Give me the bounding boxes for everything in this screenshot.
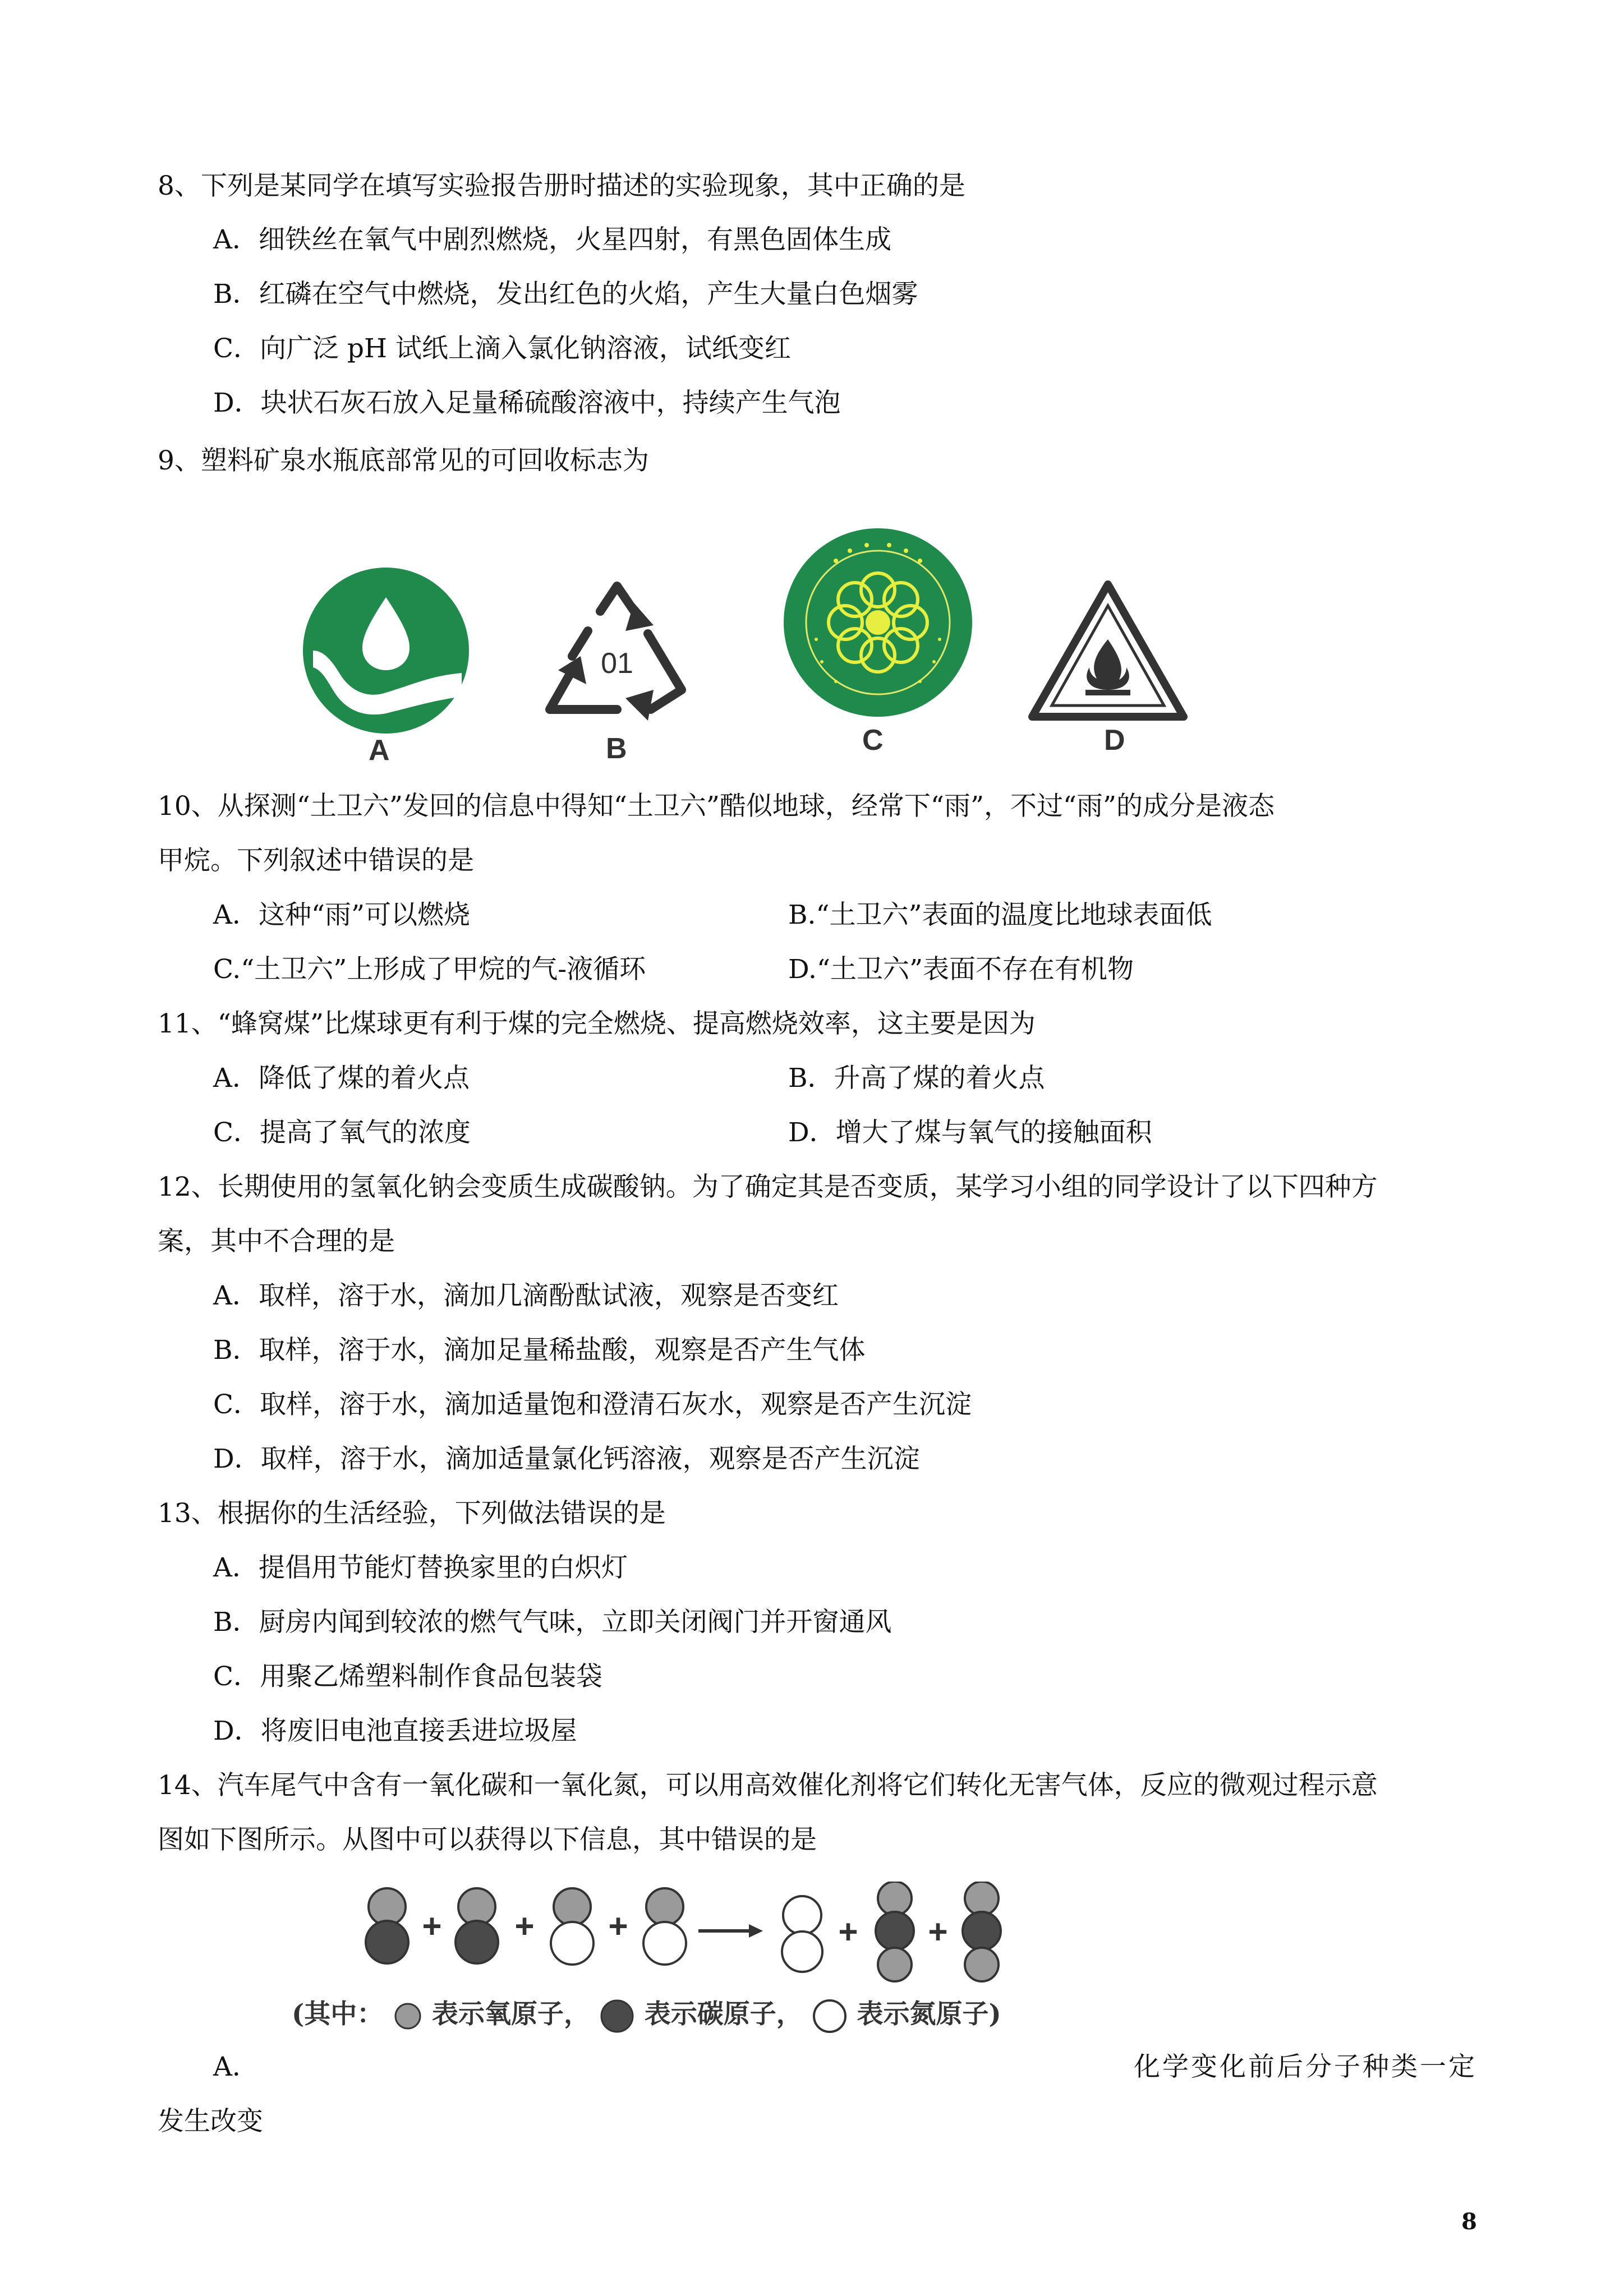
n2-molecule [782,1896,822,1972]
svg-text:+: + [422,1907,442,1945]
q14-option-a-continuation: 发生改变 [158,2106,263,2137]
q10-stem-line2: 甲烷。下列叙述中错误的是 [158,845,474,876]
co2-molecule-2 [963,1882,1001,1981]
q9-caption-d: D [1104,724,1125,757]
q8-option-d: D．块状石灰石放入足量稀硫酸溶液中，持续产生气泡 [213,388,841,418]
svg-text:+: + [514,1907,535,1945]
q8-option-b: B．红磷在空气中燃烧，发出红色的火焰，产生大量白色烟雾 [213,279,918,310]
q9-caption-b: B [606,732,627,765]
q8-option-a: A．细铁丝在氧气中剧烈燃烧，火星四射，有黑色固体生成 [213,224,891,255]
recycle-triangle-icon [533,578,701,729]
q9-caption-a: A [369,734,390,767]
q14-stem-line1: 14、汽车尾气中含有一氧化碳和一氧化氮，可以用高效催化剂将它们转化无害气体，反应的微观过程示意 [158,1770,1378,1801]
q10-option-c: C.“土卫六”上形成了甲烷的气-液循环 [213,954,646,985]
q13-option-a: A．提倡用节能灯替换家里的白炽灯 [213,1552,628,1583]
q14-option-a-text: 化学变化前后分子种类一定 [1134,2051,1477,2082]
q13-option-b: B．厨房内闻到较浓的燃气气味，立即关闭阀门并开窗通风 [213,1607,892,1638]
q14-option-a-label: A． [213,2051,259,2082]
no-molecule-1 [551,1888,594,1965]
q10-stem-line1: 10、从探测“土卫六”发回的信息中得知“土卫六”酷似地球，经常下“雨”，不过“雨”的成分是液态 [158,791,1275,822]
q10-option-a: A．这种“雨”可以燃烧 [213,900,470,930]
q11-stem: 11、“蜂窝煤”比煤球更有利于煤的完全燃烧、提高燃烧效率，这主要是因为 [158,1008,1036,1039]
q10-option-d: D.“土卫六”表面不存在有机物 [788,954,1134,985]
q12-stem-line1: 12、长期使用的氢氧化钠会变质生成碳酸钠。为了确定其是否变质，某学习小组的同学设计了以下四种方 [158,1172,1378,1202]
q12-stem-line2: 案，其中不合理的是 [158,1226,395,1257]
no-molecule-2 [643,1888,686,1965]
svg-text:+: + [928,1913,948,1951]
carbon-atom-icon [599,1998,635,2034]
q10-option-b: B.“土卫六”表面的温度比地球表面低 [788,900,1212,930]
q11-option-d: D．增大了煤与氧气的接触面积 [788,1117,1152,1148]
q9-caption-c: C [862,724,884,757]
q11-option-c: C．提高了氧气的浓度 [213,1117,471,1148]
q13-option-d: D．将废旧电池直接丢进垃圾屋 [213,1716,577,1746]
q12-option-c: C．取样，溶于水，滴加适量饱和澄清石灰水，观察是否产生沉淀 [213,1389,972,1420]
q13-option-c: C．用聚乙烯塑料制作食品包装袋 [213,1661,602,1692]
q14-stem-line2: 图如下图所示。从图中可以获得以下信息，其中错误的是 [158,1824,817,1855]
legend-oxygen: 表示氧原子， [432,1999,590,2030]
q12-option-b: B．取样，溶于水，滴加足量稀盐酸，观察是否产生气体 [213,1335,866,1366]
reaction-legend [292,1998,1001,2034]
flammable-warning-icon [1027,578,1189,723]
co-molecule-2 [456,1888,498,1963]
oxygen-atom-icon [393,2001,423,2031]
nitrogen-atom-icon [812,1998,848,2034]
legend-carbon: 表示碳原子， [644,1999,803,2030]
legend-prefix: (其中： [292,1999,384,2030]
q8-stem: 8、下列是某同学在填写实验报告册时描述的实验现象，其中正确的是 [158,170,965,201]
legend-nitrogen: 表示氮原子) [857,1999,1001,2030]
svg-text:+: + [838,1913,858,1951]
q12-option-a: A．取样，溶于水，滴加几滴酚酞试液，观察是否变红 [213,1280,839,1311]
reaction-diagram [348,1882,1066,1994]
page-number: 8 [1461,2209,1477,2235]
china-environmental-label-icon [783,527,973,718]
water-saving-logo-icon [302,566,470,735]
q13-stem: 13、根据你的生活经验，下列做法错误的是 [158,1498,666,1529]
recycle-code-label: 01 [601,647,633,680]
q11-option-b: B．升高了煤的着火点 [788,1063,1045,1094]
q9-stem: 9、塑料矿泉水瓶底部常见的可回收标志为 [158,445,649,476]
q11-option-a: A．降低了煤的着火点 [213,1063,470,1094]
co-molecule-1 [366,1888,408,1963]
svg-text:+: + [608,1907,628,1945]
q12-option-d: D．取样，溶于水，滴加适量氯化钙溶液，观察是否产生沉淀 [213,1444,920,1474]
q8-option-c: C．向广泛 pH 试纸上滴入氯化钠溶液，试纸变红 [213,333,791,364]
co2-molecule-1 [876,1882,914,1981]
